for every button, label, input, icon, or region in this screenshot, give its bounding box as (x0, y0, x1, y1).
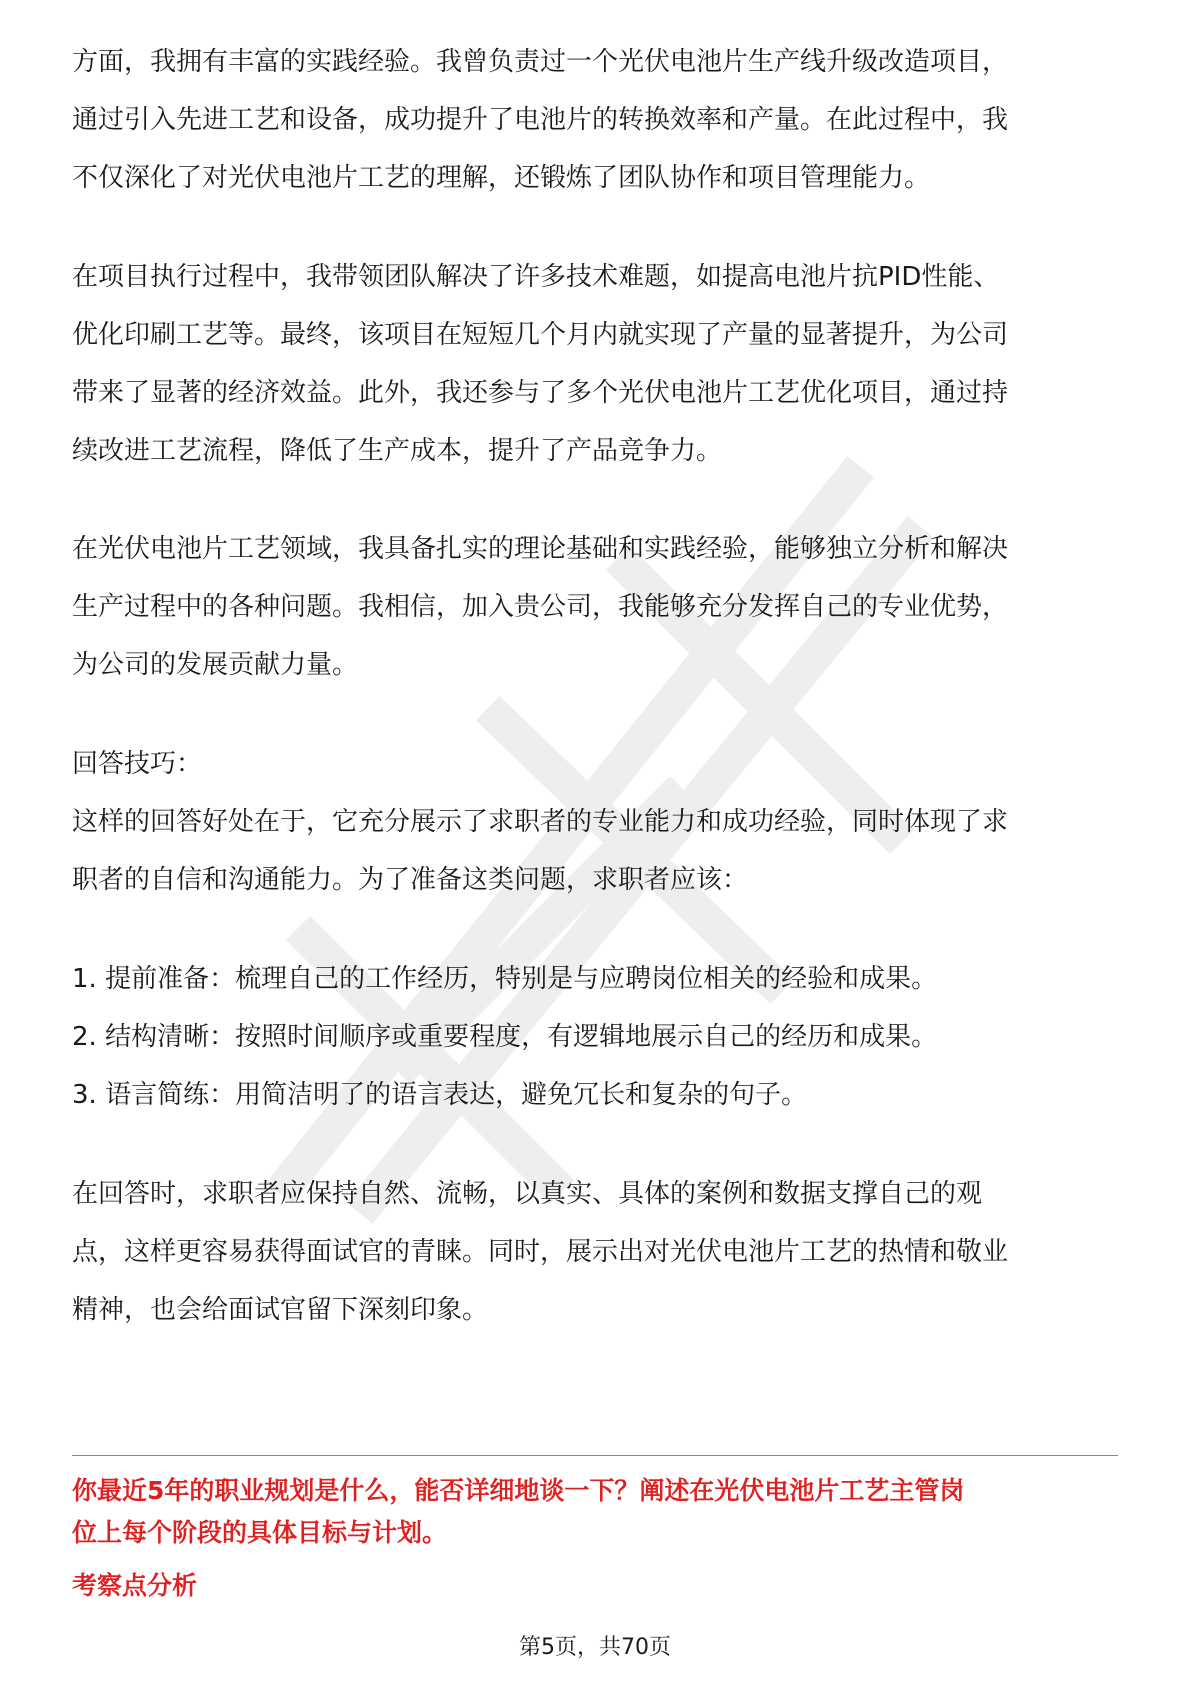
divider (72, 1455, 1118, 1456)
paragraph-conclusion (72, 1165, 1118, 1339)
text-line: 精神，也会给面试官留下深刻印象。 (72, 1295, 489, 1325)
text-line: 职者的自信和沟通能力。为了准备这类问题，求职者应该： (72, 865, 749, 895)
text-line: 回答技巧： (72, 749, 203, 779)
text-line: 续改进工艺流程，降低了生产成本，提升了产品竞争力。 (72, 436, 723, 466)
text-line: 点，这样更容易获得面试官的青睐。同时，展示出对光伏电池片工艺的热情和敬业 (72, 1237, 1009, 1267)
text-line: 在回答时，求职者应保持自然、流畅，以真实、具体的案例和数据支撑自己的观 (72, 1179, 983, 1209)
text-line: 通过引入先进工艺和设备，成功提升了电池片的转换效率和产量。在此过程中，我 (72, 105, 1009, 135)
paragraph-experience (72, 33, 1118, 207)
question-line: 位上每个阶段的具体目标与计划。 (72, 1518, 448, 1547)
list-item: 2. 结构清晰：按照时间顺序或重要程度，有逻辑地展示自己的经历和成果。 (72, 1022, 938, 1052)
question-heading (72, 1470, 1118, 1554)
text-line: 为公司的发展贡献力量。 (72, 650, 359, 680)
numbered-list (72, 950, 1118, 1124)
text-line: 在项目执行过程中，我带领团队解决了许多技术难题，如提高电池片抗PID性能、 (72, 262, 1000, 292)
text-line: 带来了显著的经济效益。此外，我还参与了多个光伏电池片工艺优化项目，通过持 (72, 378, 1009, 408)
section-title: 考察点分析 (72, 1571, 198, 1600)
paragraph-tips (72, 735, 1118, 909)
text-line: 生产过程中的各种问题。我相信，加入贵公司，我能够充分发挥自己的专业优势， (72, 592, 1009, 622)
text-line: 优化印刷工艺等。最终，该项目在短短几个月内就实现了产量的显著提升，为公司 (72, 320, 1009, 350)
text-line: 方面，我拥有丰富的实践经验。我曾负责过一个光伏电池片生产线升级改造项目， (72, 47, 1009, 77)
text-line: 这样的回答好处在于，它充分展示了求职者的专业能力和成功经验，同时体现了求 (72, 807, 1009, 837)
list-item: 3. 语言简练：用简洁明了的语言表达，避免冗长和复杂的句子。 (72, 1080, 808, 1110)
text-line: 不仅深化了对光伏电池片工艺的理解，还锻炼了团队协作和项目管理能力。 (72, 163, 931, 193)
list-item: 1. 提前准备：梳理自己的工作经历，特别是与应聘岗位相关的经验和成果。 (72, 964, 938, 994)
paragraph-expertise (72, 520, 1118, 694)
text-line: 在光伏电池片工艺领域，我具备扎实的理论基础和实践经验，能够独立分析和解决 (72, 534, 1009, 564)
page-number: 第5页，共70页 (519, 1635, 671, 1660)
paragraph-project (72, 248, 1118, 480)
question-line: 你最近5年的职业规划是什么，能否详细地谈一下？阐述在光伏电池片工艺主管岗 (72, 1476, 965, 1505)
